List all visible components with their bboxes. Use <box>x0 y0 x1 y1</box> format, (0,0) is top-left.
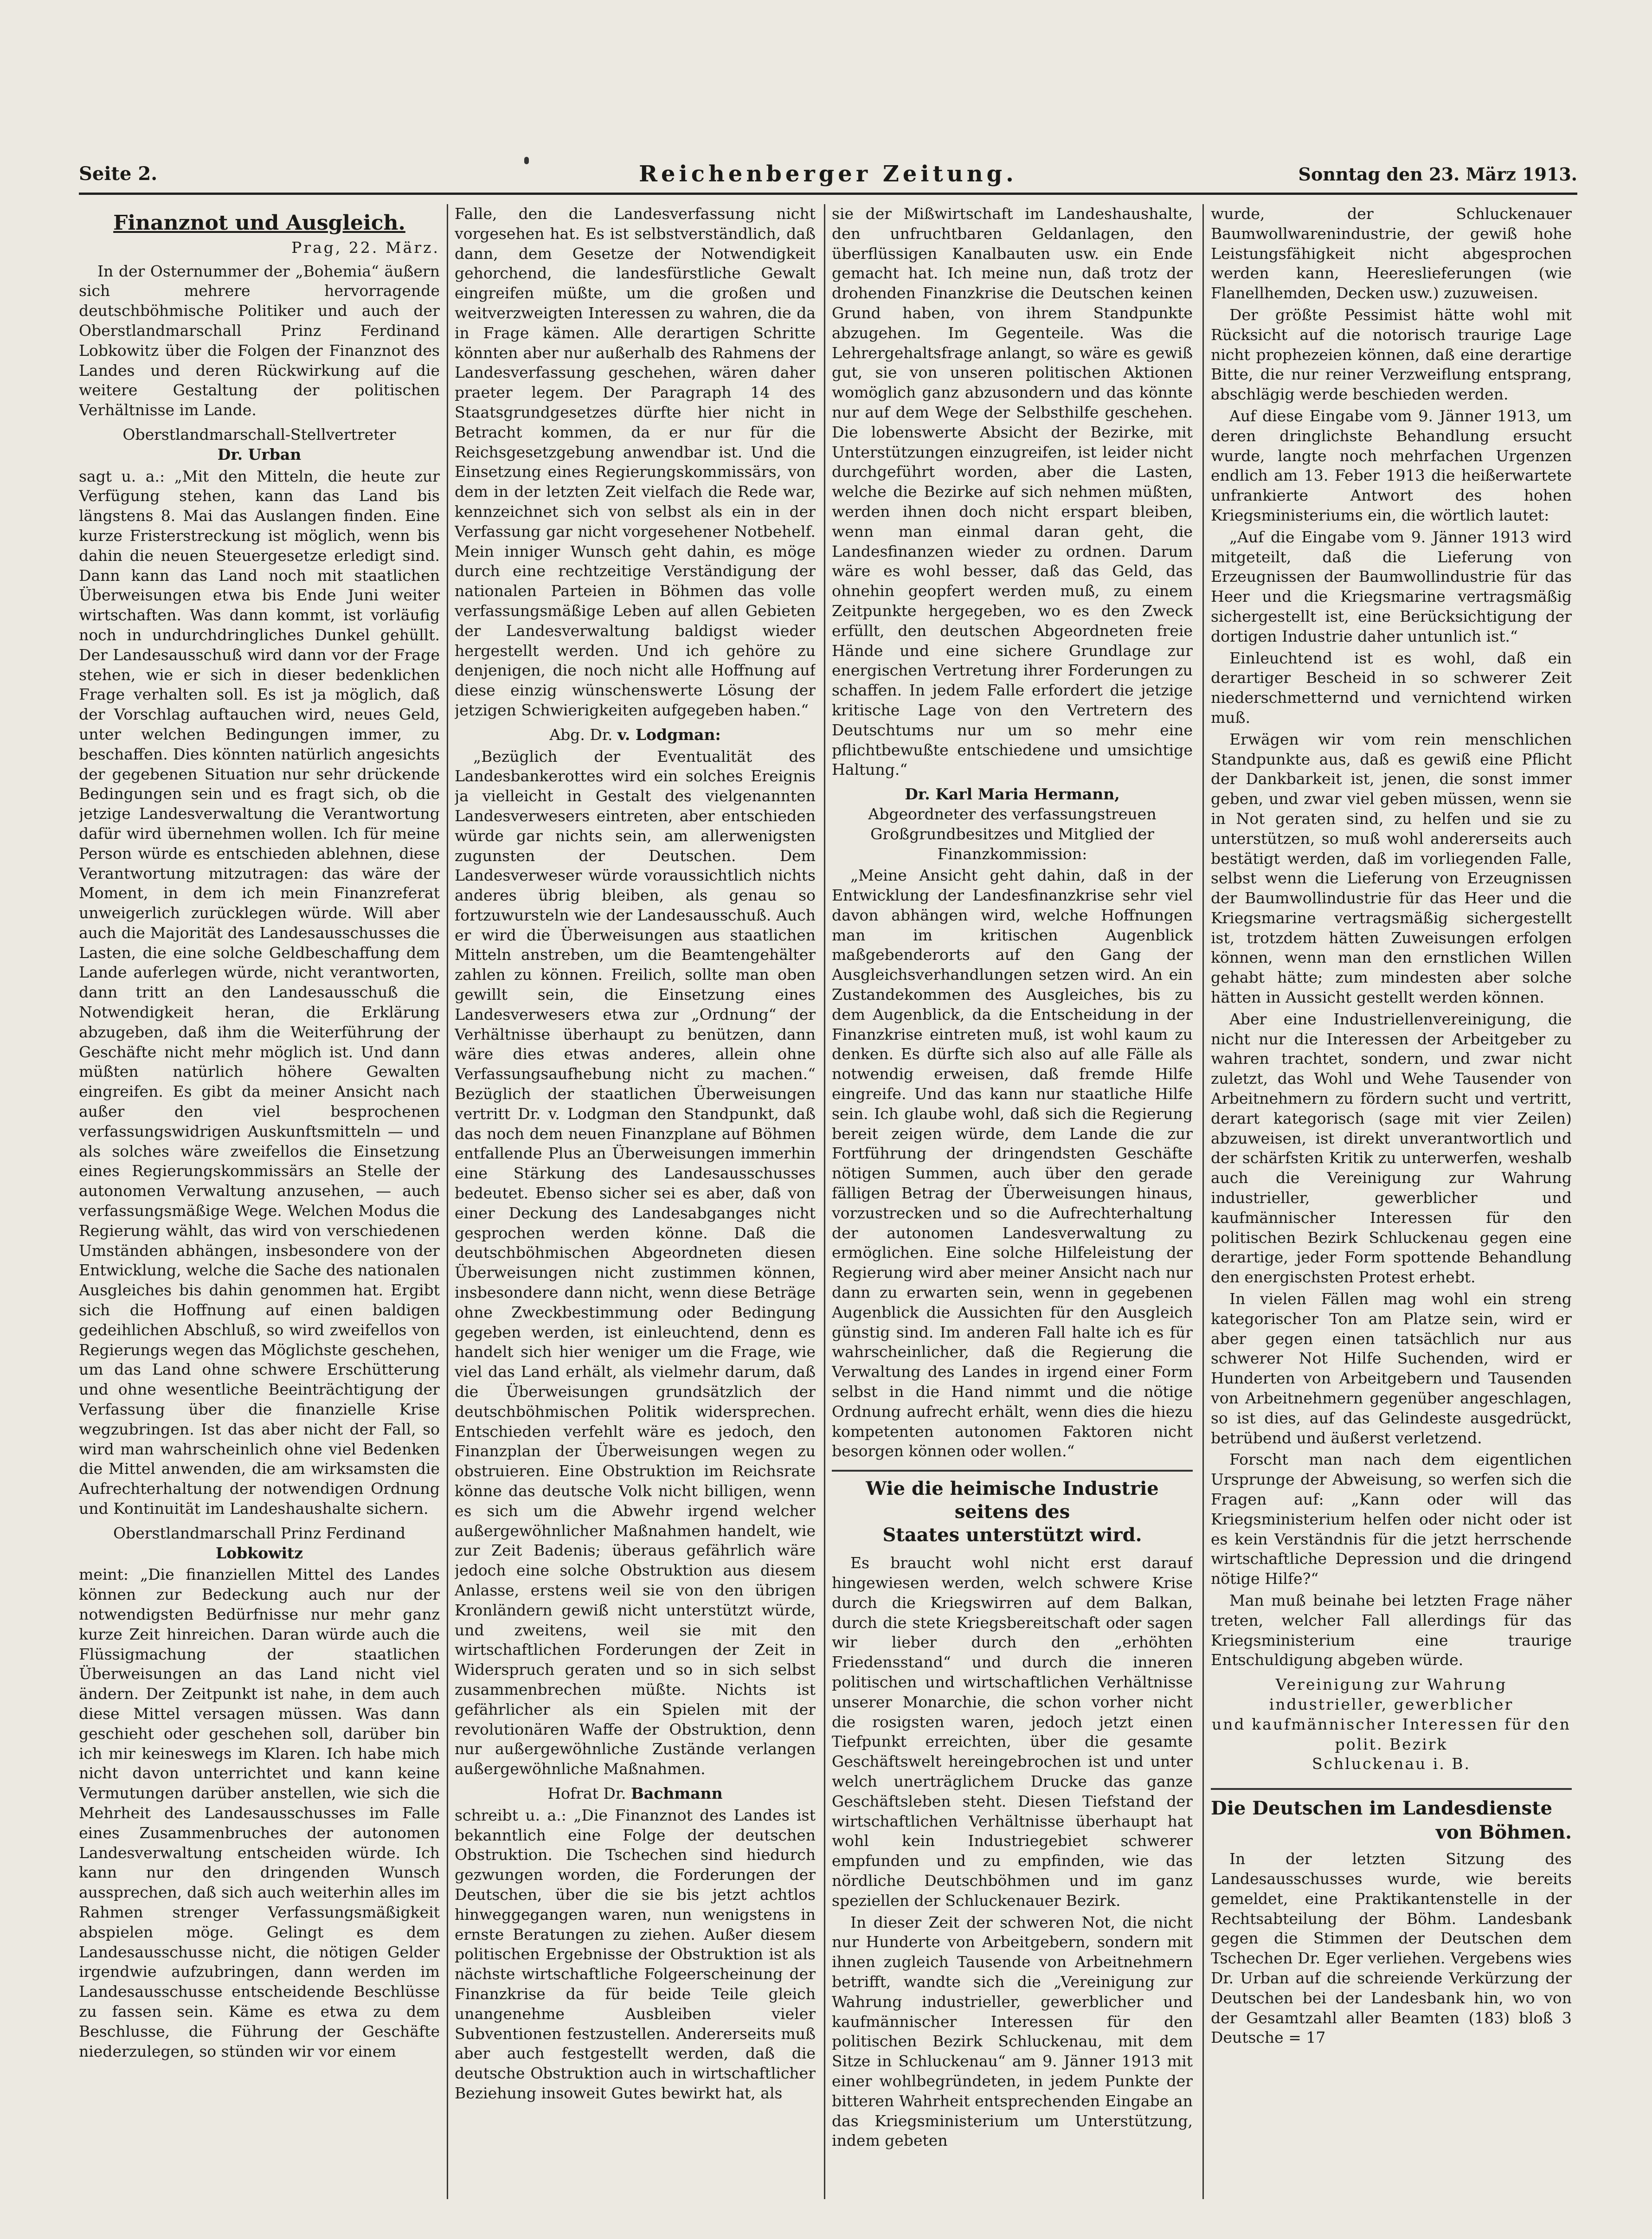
masthead: Reichenberger Zeitung. <box>639 161 1017 187</box>
signature-block <box>1211 1675 1572 1774</box>
page-header <box>79 160 1577 195</box>
speaker-name: Lobkowitz <box>215 1544 303 1562</box>
speaker-heading <box>832 785 1193 864</box>
signature-line: und kaufmännischer Interessen für den polit. Bezirk <box>1212 1715 1571 1753</box>
speaker-statement: sagt u. a.: „Mit den Mitteln, die heute zur Verfügung stehen, kann das Land bis längstens 8. Mai das Auslangen finden. Eine kurze Fristerstreckung ist möglich, wenn bis dahin die neuen Steuergesetze erledigt sind. Dann kann das Land noch mit staatlichen Überweisungen etwa bis Ende Juni weiter wirtschaften. Was dann kommt, ist vorläufig noch in undurchdringliches Dunkel gehüllt. Der Landesausschuß wird dann vor der Frage stehen, wie er sich in dieser bedenklichen Frage verhalten soll. Es ist ja möglich, daß der Vorschlag auftauchen wird, neues Geld, unter welchen Bedingungen immer, zu beschaffen. Dies könnten natürlich angesichts der gegebenen Situation nur sehr drückende Bedingungen sein und es fragt sich, ob die jetzige Landesverwaltung die Verantwortung dafür wird übernehmen wollen. Ich für meine Person würde es entschieden ablehnen, diese Verantwortung mitzutragen: das wäre der Moment, in dem ich mein Finanzreferat unweigerlich zurücklegen würde. Will aber auch die Majorität des Landesausschusses die Lasten, die eine solche Geldbeschaffung dem Lande auferlegen würde, nicht verantworten, dann tritt an den Landesausschuß die Notwendigkeit heran, die Erklärung abzugeben, daß ihm die Weiterführung der Geschäfte nicht mehr möglich ist. Und dann müßten natürlich höhere Gewalten eingreifen. Es gibt da meiner Ansicht nach außer den viel besprochenen verfassungswidrigen Auskunftsmitteln — und als solches wäre zweifellos die Einsetzung eines Regierungskommissärs an Stelle der autonomen Verwaltung anzusehen, — auch verfassungsmäßige Wege. Welchen Modus die Regierung wählt, das wird von verschiedenen Umständen abhängen, insbesondere von der Entwicklung, welche die Sache des nationalen Ausgleiches bis dahin genommen hat. Ergibt sich die Hoffnung auf einen baldigen gedeihlichen Abschluß, so wird zweifellos von Regierungs wegen das Möglichste geschehen, um das Land ohne schwere Erschütterung und ohne wesentliche Beeinträchtigung der Verfassung über die finanzielle Krise wegzubringen. Ist das aber nicht der Fall, so wird man wahrscheinlich ohne viel Bedenken die Mittel anwenden, die am wirksamsten die Aufrechterhaltung der notwendigen Ordnung und Kontinuität im Landeshaushalte sichern. <box>79 467 440 1518</box>
paragraph: sie der Mißwirtschaft im Landeshaushalte, den unfruchtbaren Geldanlagen, den überflüssigen Kanalbauten usw. ein Ende gemacht hat. Ich meine nun, daß trotz der drohenden Finanzkrise die Deutschen keinen Grund haben, von ihrem Standpunkte abzugehen. Im Gegenteile. Was die Lehrergehaltsfrage anlangt, so wäre es gewiß gut, sie von unseren politischen Aktionen womöglich ganz abzusondern und das könnte nur auf dem Wege der Selbsthilfe geschehen. Die lobenswerte Absicht der Bezirke, mit Unterstützungen einzugreifen, ist leider nicht durchgeführt worden, aber die Lasten, welche die Bezirke auf sich nehmen müßten, werden ihnen doch nicht erspart bleiben, wenn man einmal daran geht, die Landesfinanzen wieder zu ordnen. Darum wäre es wohl besser, daß das Geld, das ohnehin geopfert werden muß, zu einem Zeitpunkte hergegeben, wo es den Zweck erfüllt, den deutschen Abgeordneten freie Hände und eine sichere Grundlage zur energischen Vertretung ihrer Forderungen zu schaffen. In jedem Falle erfordert die jetzige kritische Lage von den Vertretern des Deutschtums nur um so mehr eine pflichtbewußte entschiedene und umsichtige Haltung.“ <box>832 205 1193 779</box>
quoted-reply: „Auf die Eingabe vom 9. Jänner 1913 wird mitgeteilt, daß die Lieferung von Erzeugnissen der Baumwollindustrie für das Heer und die Kriegsmarine vertragsmäßig sichergestellt ist, eine Berücksichtigung der dortigen Industrie daher untunlich ist.“ <box>1211 528 1572 645</box>
paragraph: In dieser Zeit der schweren Not, die nicht nur Hunderte von Arbeitgebern, sondern mit ihnen zugleich Tausende von Arbeitnehmern betrifft, wandte sich die „Vereinigung zur Wahrung industrieller, gewerblicher und kaufmännischer Interessen für den politischen Bezirk Schluckenau, mit dem Sitze in Schluckenau“ am 9. Jänner 1913 mit einer wohlbegründeten, in jedem Punkte der bitteren Wahrheit entsprechenden Eingabe an das Kriegsministerium um Unterstützung, indem gebeten <box>832 1913 1193 2150</box>
speaker-role: Abgeordneter des verfassungstreuen Großgrundbesitzes und Mitglied der Finanzkommission: <box>868 804 1157 863</box>
paragraph: Falle, den die Landesverfassung nicht vorgesehen hat. Es ist selbstverständlich, daß dann, dem Gesetze der Notwendigkeit gehorchend, die landesfürstliche Gewalt eingreifen müßte, um die großen und weitverzweigten Interessen zu wahren, die da in Frage kämen. Alle derartigen Schritte könnten aber nur außerhalb des Rahmens der Landesverfassung geschehen, wären daher praeter legem. Der Paragraph 14 des Staatsgrundgesetzes dürfte hier nicht in Betracht kommen, da er nur für die Reichsgesetzgebung anwendbar ist. Und die Einsetzung eines Regierungskommissärs, von dem in der letzten Zeit vielfach die Rede war, kennzeichnet sich von selbst als ein in der Verfassung gar nicht vorgesehener Notbehelf. Mein inniger Wunsch geht dahin, es möge durch eine rechtzeitige Verständigung der nationalen Parteien in Böhmen das volle verfassungsmäßige Leben auf allen Gebieten der Landesverwaltung baldigst wieder hergestellt werden. Und ich gehöre zu denjenigen, die noch nicht alle Hoffnung auf diese einzig wünschenswerte Lösung der jetzigen Schwierigkeiten aufgegeben haben.“ <box>455 205 816 719</box>
speaker-role: Oberstlandmarschall Prinz Ferdinand <box>113 1524 405 1542</box>
paragraph: Auf diese Eingabe vom 9. Jänner 1913, um deren dringlichste Behandlung ersucht wurde, langte noch mehrfachen Urgenzen endlich am 13. Feber 1913 die heißerwartete unfrankierte Antwort des hohen Kriegsministeriums ein, die wörtlich lautet: <box>1211 406 1572 524</box>
paragraph: Erwägen wir vom rein menschlichen Standpunkte aus, daß es gewiß eine Pflicht der Dankbarkeit ist, jenen, die sonst immer geben, und zwar viel geben müssen, wenn sie in Not geraten sind, zu helfen und sie zu unterstützen, so muß wohl andererseits auch bestätigt werden, daß im vorliegenden Falle, selbst wenn die Lieferung von Erzeugnissen der Baumwollindustrie für das Heer und die Kriegsmarine vertragsmäßig sichergestellt ist, trotzdem hätten Zuweisungen erfolgen können, wenn man den ernstlichen Willen gehabt hätte; zum mindesten aber solche hätten in Aussicht gestellt werden können. <box>1211 730 1572 1007</box>
paragraph: Man muß beinahe bei letzten Frage näher treten, welcher Fall allerdings für das Kriegsministerium eine traurige Entschuldigung abgeben würde. <box>1211 1591 1572 1669</box>
speaker-name: Bachmann <box>631 1784 723 1802</box>
signature-line: Vereinigung zur Wahrung <box>1275 1675 1507 1694</box>
signature-line: Schluckenau i. B. <box>1311 1755 1471 1773</box>
article-title <box>832 1470 1193 1547</box>
page-number: Seite 2. <box>79 163 158 185</box>
column-3 <box>832 204 1193 2199</box>
column-1 <box>79 204 440 2199</box>
speaker-statement: „Meine Ansicht geht dahin, daß in der Entwicklung der Landesfinanzkrise sehr viel davon abhängen wird, welche Hoffnungen man im kritischen Augenblick maßgebenderorts auf den Gang der Ausgleichsverhandlungen setzen wird. An ein Zustandekommen des Ausgleiches, bis zu dem Augenblick, da die Entscheidung in der Finanzkrise eintreten muß, ist wohl kaum zu denken. Es dürfte sich also auf alle Fälle als notwendig erweisen, daß fremde Hilfe eingreife. Und das kann nur staatliche Hilfe sein. Ich glaube wohl, daß sich die Regierung bereit zeigen würde, dem Lande die zur Fortführung der dringendsten Geschäfte nötigen Summen, auch über den gerade fälligen Betrag der Überweisungen hinaus, vorzustrecken und so die Aufrechterhaltung der autonomen Landesverwaltung zu ermöglichen. Eine solche Hilfeleistung der Regierung wird aber meiner Ansicht nach nur dann zu erwarten sein, wenn in gegebenen Augenblick die Aussichten für den Ausgleich günstig sind. Im anderen Fall halte ich es für wahrscheinlicher, daß die Regierung die Verwaltung des Landes in irgend einer Form selbst in die Hand nimmt und die nötige Ordnung aufrecht erhält, wenn dies die hiezu kompetenten autonomen Faktoren nicht besorgen können oder wollen.“ <box>832 866 1193 1460</box>
column-rule <box>824 204 825 2199</box>
speaker-heading <box>455 1784 816 1804</box>
paragraph: wurde, der Schluckenauer Baumwollwarenindustrie, der gewiß hohe Leistungsfähigkeit nicht abgesprochen werden kann, Heereslieferungen (wie Flanellhemden, Decken usw.) zuzuweisen. <box>1211 205 1572 302</box>
column-2 <box>455 204 816 2199</box>
speaker-role: Abg. Dr. <box>549 725 613 744</box>
column-4 <box>1211 204 1572 2199</box>
paragraph: Der größte Pessimist hätte wohl mit Rücksicht auf die notorisch traurige Lage nicht prophezeien können, daß eine derartige Bitte, die nur reiner Verzweiflung entsprang, abschlägig werde beschieden werden. <box>1211 305 1572 404</box>
article-intro: In der Osternummer der „Bohemia“ äußern sich mehrere hervorragende deutschböhmische Politiker und auch der Oberstlandmarschall Prinz Ferdinand Lobkowitz über die Folgen der Finanznot des Landes und deren Rückwirkung auf die weitere Gestaltung der politischen Verhältnisse im Lande. <box>79 262 440 419</box>
column-rule <box>447 204 448 2199</box>
speaker-heading <box>79 425 440 465</box>
speaker-statement: „Bezüglich der Eventualität des Landesbankerottes wird ein solches Ereignis ja vielleicht in Gestalt des vielgenannten Landesverwesers eintreten, aber entschieden würde gar nichts sein, am allerwenigsten zugunsten der Deutschen. Dem Landesverweser würde voraussichtlich nichts anderes übrig bleiben, als genau so fortzuwursteln wie der Landesausschuß. Auch er wird die Überweisungen aus staatlichen Mitteln anstreben, um die Beamtengehälter zahlen zu können. Freilich, sollte man oben gewillt sein, die Einsetzung eines Landesverwesers etwa zur „Ordnung“ der Verhältnisse überhaupt zu benützen, dann wäre dies etwas anderes, allein ohne Verfassungsaufhebung nicht zu machen.“ Bezüglich der staatlichen Überweisungen vertritt Dr. v. Lodgman den Standpunkt, daß das noch dem neuen Finanzplane auf Böhmen entfallende Plus an Überweisungen immerhin eine Stärkung des Landesausschusses bedeutet. Ebenso sicher sei es aber, daß von einer Deckung des Landesabganges nicht gesprochen werden könne. Daß die deutschböhmischen Abgeordneten diesen Überweisungen nicht zustimmen können, insbesondere dann nicht, wenn diese Beträge ohne Zweckbestimmung oder Bedingung gegeben werden, ist einleuchtend, denn es handelt sich hier weniger um die Frage, wie viel das Land erhält, als vielmehr darum, daß die Überweisungen grundsätzlich der deutschböhmischen Politik widersprechen. Entschieden verfehlt wäre es jedoch, den Finanzplan der Überweisungen wegen zu obstruieren. Eine Obstruktion im Reichsrate könne das deutsche Volk nicht billigen, wenn es sich um die Abwehr irgend welcher außergewöhnlicher Maßnahmen handelt, wie zur Zeit Badenis; überaus gefährlich wäre jedoch eine solche Obstruktion aus diesem Anlasse, erstens weil sie von den übrigen Kronländern gewiß nicht unterstützt würde, und zweitens, weil sie mit den wirtschaftlichen Forderungen der Zeit in Widerspruch geraten und so in sich selbst zusammenbrechen müßte. Nichts ist gefährlicher als ein Spielen mit der revolutionären Waffe der Obstruktion, denn nur außergewöhnliche Zustände verlangen außergewöhnliche Maßnahmen. <box>455 747 816 1778</box>
speaker-role: Hofrat Dr. <box>547 1784 626 1802</box>
paragraph: Forscht man nach dem eigentlichen Ursprunge der Abweisung, so werfen sich die Fragen auf: „Kann oder will das Kriegsministerium helfen oder nicht oder ist es kein Verständnis für die jetzt herrschende wirtschaftliche Depression und die dringend nötige Hilfe?“ <box>1211 1450 1572 1588</box>
paragraph: Es braucht wohl nicht erst darauf hingewiesen werden, welch schwere Krise durch die Kriegswirren auf dem Balkan, durch die stete Kriegsbereitschaft oder sagen wir lieber durch den „erhöhten Friedensstand“ und durch die inneren politischen und wirtschaftlichen Verhältnisse unserer Monarchie, die schon vorher nicht die rosigsten waren, jedoch jetzt einen Tiefpunkt erreichten, über die gesamte Geschäftswelt hereingebrochen ist und unter welch unerträglichem Drucke das ganze Geschäftsleben steht. Diesen Tiefstand der wirtschaftlichen Verhältnisse überhaupt hat wohl kein Industriegebiet schwerer empfunden und zu empfinden, wie das nördliche Deutschböhmen und im ganz speziellen der Schluckenauer Bezirk. <box>832 1554 1193 1910</box>
signature-line: industrieller, gewerblicher <box>1269 1695 1514 1713</box>
article-title <box>1211 1788 1572 1845</box>
speaker-name: Dr. Karl Maria Hermann, <box>905 785 1120 804</box>
article-title: Finanznot und Ausgleich. <box>113 211 405 235</box>
paragraph: In vielen Fällen mag wohl ein streng kategorischer Ton am Platze sein, wird er aber gegen einen tatsächlich nur aus schwerer Not Hilfe Suchenden, wird er Hunderten von Arbeitgebern und Tausenden von Arbeitnehmern gegenüber angeschlagen, so ist dies, auf das Gelindeste ausgedrückt, betrübend und äußerst verletzend. <box>1211 1290 1572 1447</box>
title-line: von Böhmen. <box>1435 1821 1572 1844</box>
speaker-heading <box>79 1524 440 1563</box>
speaker-heading <box>455 725 816 745</box>
title-line: Staates unterstützt wird. <box>882 1524 1142 1546</box>
speaker-role: Oberstlandmarschall-Stellvertreter <box>122 425 396 444</box>
title-line: Wie die heimische Industrie seitens des <box>866 1478 1159 1523</box>
column-rule <box>1202 204 1204 2199</box>
title-line: Die Deutschen im Landesdienste <box>1211 1797 1553 1820</box>
speaker-statement: meint: „Die finanziellen Mittel des Landes können zur Bedeckung auch nur der notwendigsten Bedürfnisse nur mehr ganz kurze Zeit hinreichen. Daran würde auch die Flüssigmachung der staatlichen Überweisungen an das Land nicht viel ändern. Der Zeitpunkt ist nahe, in dem auch diese Mittel versagen müssen. Was dann geschieht oder geschehen soll, darüber bin ich mir keineswegs im Klaren. Ich habe mich nicht davon unterrichtet und kann keine Vermutungen darüber anstellen, wie sich die Mehrheit des Landesausschusses im Falle eines Zusammenbruches der autonomen Landesverwaltung entscheiden würde. Ich kann nur den dringenden Wunsch aussprechen, daß sich auch weiterhin alles im Rahmen strenger Verfassungsmäßigkeit abspielen möge. Gelingt es dem Landesausschusse nicht, die nötigen Gelder irgendwie aufzubringen, dann werden im Landesausschusse entscheidende Beschlüsse zu fassen sein. Käme es etwa zu dem Beschlusse, die Führung der Geschäfte niederzulegen, so stünden wir vor einem <box>79 1565 440 2060</box>
speaker-name: Dr. Urban <box>217 445 302 463</box>
paragraph: Aber eine Industriellenvereinigung, die nicht nur die Interessen der Arbeitgeber zu wahren trachtet, sondern, und zwar nicht zuletzt, das Wohl und Wehe Tausender von Arbeitnehmern zu fördern sucht und vertritt, derart kategorisch (sage mit vier Zeilen) abzuweisen, ist direkt unverantwortlich und der schärfsten Kritik zu unterwerfen, weshalb auch die Vereinigung zur Wahrung industrieller, gewerblicher und kaufmännischer Interessen für den politischen Bezirk Schluckenau gegen eine derartige, jeder Form spottende Behandlung den energischsten Protest erhebt. <box>1211 1010 1572 1287</box>
issue-date: Sonntag den 23. März 1913. <box>1298 164 1577 185</box>
paragraph: Einleuchtend ist es wohl, daß ein derartiger Bescheid in so schwerer Zeit niederschmetternd und vernichtend wirken muß. <box>1211 649 1572 727</box>
speaker-name: v. Lodgman: <box>617 725 721 744</box>
speaker-statement: schreibt u. a.: „Die Finanznot des Landes ist bekanntlich eine Folge der deutschen Obstruktion. Die Tschechen sind hiedurch gezwungen worden, die Forderungen der Deutschen, über die sie bis jetzt achtlos hinweggegangen waren, nun wenigstens in ernste Beratungen zu ziehen. Außer diesem politischen Ergebnisse der Obstruktion ist als nächste wirtschaftliche Folgeerscheinung der Finanzkrise da für beide Teile gleich unangenehme Ausbleiben vieler Subventionen festzustellen. Andererseits muß aber auch festgestellt werden, daß die deutsche Obstruktion auch in wirtschaftlicher Beziehung insoweit Gutes bewirkt hat, als <box>455 1806 816 2102</box>
paragraph: In der letzten Sitzung des Landesausschusses wurde, wie bereits gemeldet, eine Praktikantenstelle in der Rechtsabteilung der Böhm. Landesbank gegen die Stimmen der Deutschen dem Tschechen Dr. Eger verliehen. Vergebens wies Dr. Urban auf die schreiende Verkürzung der Deutschen bei der Landesbank hin, wo von der Gesamtzahl aller Beamten (183) bloß 3 Deutsche = 17 <box>1211 1850 1572 2047</box>
dateline: Prag, 22. März. <box>291 238 440 257</box>
